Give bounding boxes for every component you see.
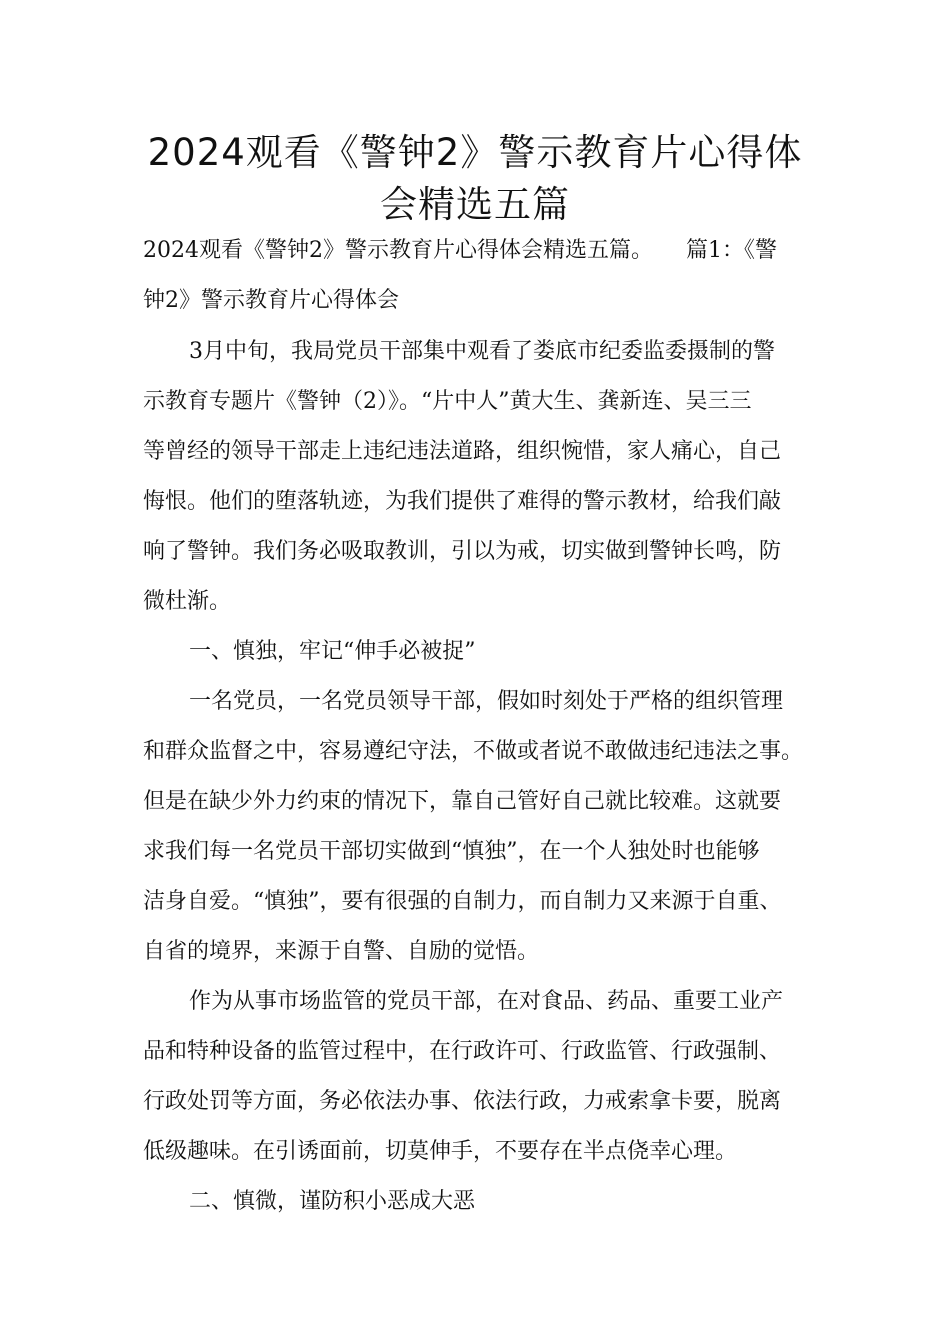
intro-line: 2024观看《警钟2》警示教育片心得体会精选五篇。 篇1：《警 bbox=[143, 238, 777, 263]
intro-line: 钟2》警示教育片心得体会 bbox=[143, 288, 399, 313]
paragraph-line: 微杜渐。 bbox=[143, 589, 232, 614]
paragraph-line: 响了警钟。我们务必吸取教训，引以为戒，切实做到警钟长鸣，防 bbox=[143, 539, 782, 564]
paragraph-line: 示教育专题片《警钟（2）》。“片中人”黄大生、龚新连、吴三三 bbox=[143, 389, 752, 414]
document-title-line-2: 会精选五篇 bbox=[380, 183, 570, 226]
paragraph-line: 一名党员，一名党员领导干部，假如时刻处于严格的组织管理 bbox=[189, 689, 784, 714]
document-title-line-1: 2024观看《警钟2》警示教育片心得体 bbox=[147, 131, 803, 174]
paragraph-line: 低级趣味。在引诱面前，切莫伸手，不要存在半点侥幸心理。 bbox=[143, 1139, 738, 1164]
section-heading: 一、慎独，牢记“伸手必被捉” bbox=[189, 639, 476, 664]
paragraph-line: 3月中旬，我局党员干部集中观看了娄底市纪委监委摄制的警 bbox=[189, 339, 775, 364]
paragraph-line: 自省的境界，来源于自警、自励的觉悟。 bbox=[143, 939, 540, 964]
paragraph-line: 作为从事市场监管的党员干部，在对食品、药品、重要工业产 bbox=[189, 989, 784, 1014]
paragraph-line: 等曾经的领导干部走上违纪违法道路，组织惋惜，家人痛心，自己 bbox=[143, 439, 782, 464]
paragraph-line: 洁身自爱。“慎独”，要有很强的自制力，而自制力又来源于自重、 bbox=[143, 889, 782, 914]
section-heading: 二、慎微，谨防积小恶成大恶 bbox=[189, 1189, 476, 1214]
paragraph-line: 悔恨。他们的堕落轨迹，为我们提供了难得的警示教材，给我们敲 bbox=[143, 489, 782, 514]
paragraph-line: 求我们每一名党员干部切实做到“慎独”，在一个人独处时也能够 bbox=[143, 839, 760, 864]
paragraph-line: 品和特种设备的监管过程中，在行政许可、行政监管、行政强制、 bbox=[143, 1039, 782, 1064]
paragraph-line: 行政处罚等方面，务必依法办事、依法行政，力戒索拿卡要，脱离 bbox=[143, 1089, 782, 1114]
paragraph-line: 和群众监督之中，容易遵纪守法，不做或者说不敢做违纪违法之事。 bbox=[143, 739, 804, 764]
paragraph-line: 但是在缺少外力约束的情况下，靠自己管好自己就比较难。这就要 bbox=[143, 789, 782, 814]
